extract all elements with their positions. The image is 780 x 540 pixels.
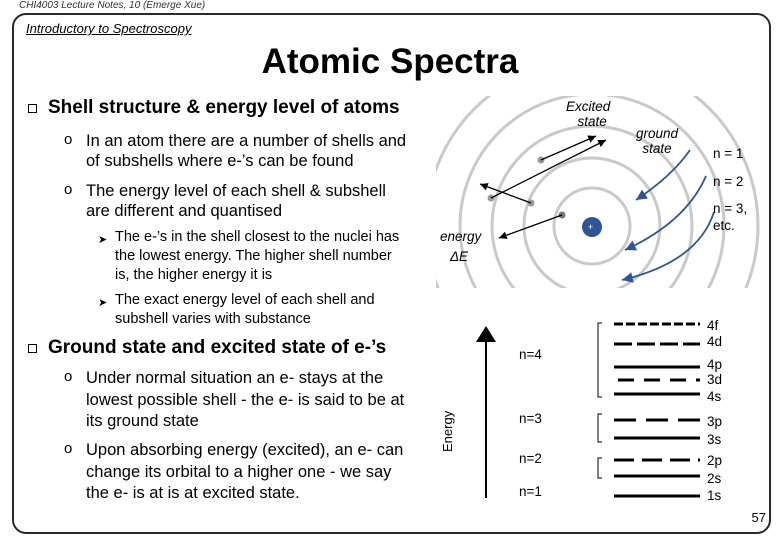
- section2-bullet2-line3: the e- is at is at excited state.: [86, 484, 300, 502]
- subshell-label-4p: 4p: [707, 357, 723, 372]
- arrow-bullet-icon: ➤: [98, 234, 108, 246]
- section1-sub2-line1: The exact energy level of each shell and: [115, 292, 375, 308]
- page-title: Atomic Spectra: [261, 42, 519, 81]
- section2-heading: Ground state and excited state of e-’s: [48, 337, 387, 358]
- n3-etc-label: etc.: [713, 218, 735, 233]
- n3-label: n = 3,: [713, 201, 748, 216]
- delta-e-label: ΔE: [450, 249, 469, 264]
- circle-bullet-icon: o: [64, 368, 73, 385]
- section1-sub1-line3: is, the higher energy it is: [115, 267, 273, 283]
- section2-bullet1-line3: its ground state: [86, 412, 199, 430]
- circle-bullet-icon: o: [64, 131, 73, 148]
- circle-bullet-icon: o: [64, 181, 73, 198]
- section1-bullet2-line1: The energy level of each shell & subshell: [86, 182, 386, 200]
- n2-label: n = 2: [713, 174, 744, 189]
- subshell-label-3s: 3s: [707, 432, 722, 447]
- circle-bullet-icon: o: [64, 440, 73, 457]
- n3-bracket: [598, 414, 602, 442]
- section-label: Introductory to Spectroscopy: [26, 21, 192, 36]
- subshell-label-2s: 2s: [707, 471, 722, 486]
- ground-state-label: ground state: [636, 126, 679, 156]
- section1-sub2-line2: subshell varies with substance: [115, 311, 311, 327]
- n4-bracket: [598, 323, 602, 397]
- level-label-n1: n=1: [519, 484, 542, 499]
- section2-bullet2-line2: change its orbital to a higher one - we say: [86, 463, 392, 481]
- section2-bullet1-line2: lowest possible shell - the e- is said to be at: [86, 391, 405, 409]
- subshell-label-4s: 4s: [707, 389, 722, 404]
- section1-bullet1-line2: of subshells where e-’s can be found: [86, 152, 354, 170]
- section2-bullet1-line1: Under normal situation an e- stays at the: [86, 369, 384, 387]
- arrow-bullet-icon: ➤: [98, 297, 108, 309]
- section1-sub1-line2: the lowest energy. The higher shell number: [115, 248, 392, 264]
- n1-label: n = 1: [713, 146, 744, 161]
- level-label-n2: n=2: [519, 451, 542, 466]
- section1-bullet2-line2: are different and quantised: [86, 202, 283, 220]
- subshell-label-3d: 3d: [707, 372, 723, 387]
- section1-heading: Shell structure & energy level of atoms: [48, 97, 400, 118]
- subshell-label-4d: 4d: [707, 334, 723, 349]
- level-label-n3: n=3: [519, 411, 542, 426]
- subshell-label-4f: 4f: [707, 318, 719, 333]
- n2-bracket: [598, 458, 602, 478]
- level-label-n4: n=4: [519, 347, 542, 362]
- energy-axis-label: Energy: [440, 410, 455, 452]
- subshell-label-3p: 3p: [707, 414, 723, 429]
- section2-bullet2-line1: Upon absorbing energy (excited), an e- can: [86, 441, 404, 459]
- page-number: 57: [751, 510, 766, 525]
- subshell-label-1s: 1s: [707, 488, 722, 503]
- svg-text:+: +: [588, 222, 594, 232]
- section1-bullet1-line1: In an atom there are a number of shells and: [86, 132, 407, 150]
- header-note: CHI4003 Lecture Notes, 10 (Emerge Xue): [19, 0, 206, 11]
- energy-label: energy: [440, 229, 482, 244]
- subshell-label-2p: 2p: [707, 453, 723, 468]
- excited-state-label: Excited state: [566, 99, 611, 129]
- section1-sub1-line1: The e-’s in the shell closest to the nuclei has: [115, 229, 400, 245]
